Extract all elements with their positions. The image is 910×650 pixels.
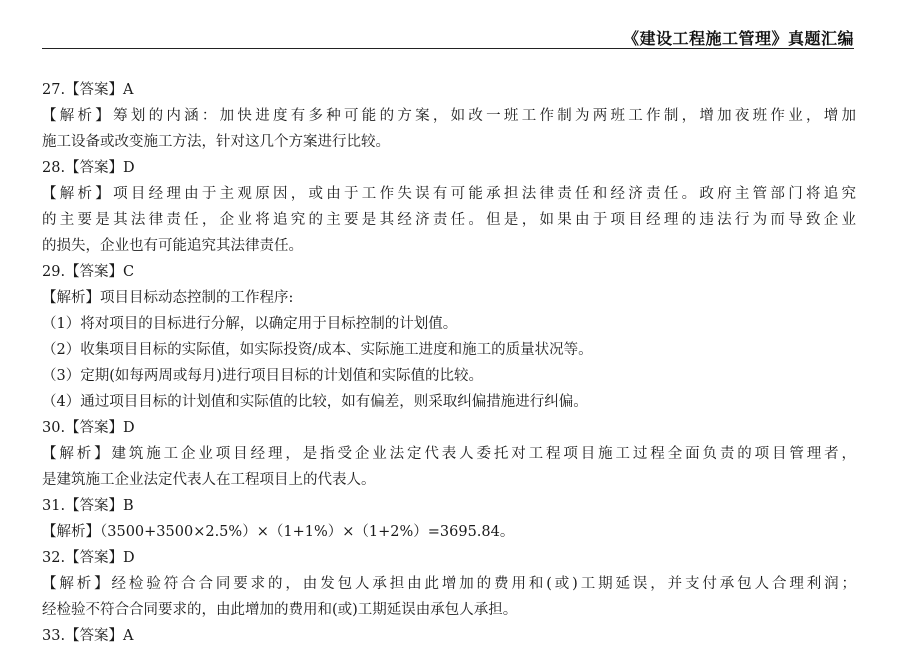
- text-line: （1）将对项目的目标进行分解，以确定用于目标控制的计划值。: [42, 316, 458, 332]
- text-line: 施工设备或改变施工方法，针对这几个方案进行比较。: [42, 134, 390, 150]
- text-line: 31.【答案】B: [42, 498, 134, 514]
- text-line: 【解析】项目目标动态控制的工作程序:: [42, 290, 294, 306]
- text-line: 27.【答案】A: [42, 82, 134, 98]
- text-line: 【解析】筹划的内涵：加快进度有多种可能的方案，如改一班工作制为两班工作制，增加夜班作业，增加: [42, 108, 856, 124]
- text-line: （3）定期(如每两周或每月)进行项目目标的计划值和实际值的比较。: [42, 368, 484, 384]
- text-line: 29.【答案】C: [42, 264, 135, 280]
- document-title: 《建设工程施工管理》真题汇编: [622, 29, 854, 48]
- text-line: 【解析】经检验符合合同要求的，由发包人承担由此增加的费用和(或)工期延误，并支付承包人合理利润；: [42, 576, 856, 592]
- text-line: 是建筑施工企业法定代表人在工程项目上的代表人。: [42, 472, 376, 488]
- text-line: 32.【答案】D: [42, 550, 135, 566]
- text-line: 的主要是其法律责任，企业将追究的主要是其经济责任。但是，如果由于项目经理的违法行为而导致企业: [42, 212, 856, 228]
- text-line: 30.【答案】D: [42, 420, 135, 436]
- text-line: 【解析】项目经理由于主观原因，或由于工作失误有可能承担法律责任和经济责任。政府主管部门将追究: [42, 186, 856, 202]
- text-line: 33.【答案】A: [42, 628, 134, 644]
- text-line: 的损失，企业也有可能追究其法律责任。: [42, 238, 303, 254]
- text-line: 【解析】（3500+3500×2.5%）×（1+1%）×（1+2%）=3695.84。: [42, 524, 515, 540]
- page-header: [42, 22, 854, 49]
- text-line: 28.【答案】D: [42, 160, 135, 176]
- text-line: 经检验不符合合同要求的，由此增加的费用和(或)工期延误由承包人承担。: [42, 602, 518, 618]
- text-line: 【解析】建筑施工企业项目经理，是指受企业法定代表人委托对工程项目施工过程全面负责的项目管理者，: [42, 446, 856, 462]
- answer-content: [42, 78, 856, 650]
- text-line: （2）收集项目目标的实际值，如实际投资/成本、实际施工进度和施工的质量状况等。: [42, 342, 593, 358]
- text-line: （4）通过项目目标的计划值和实际值的比较，如有偏差，则采取纠偏措施进行纠偏。: [42, 394, 588, 410]
